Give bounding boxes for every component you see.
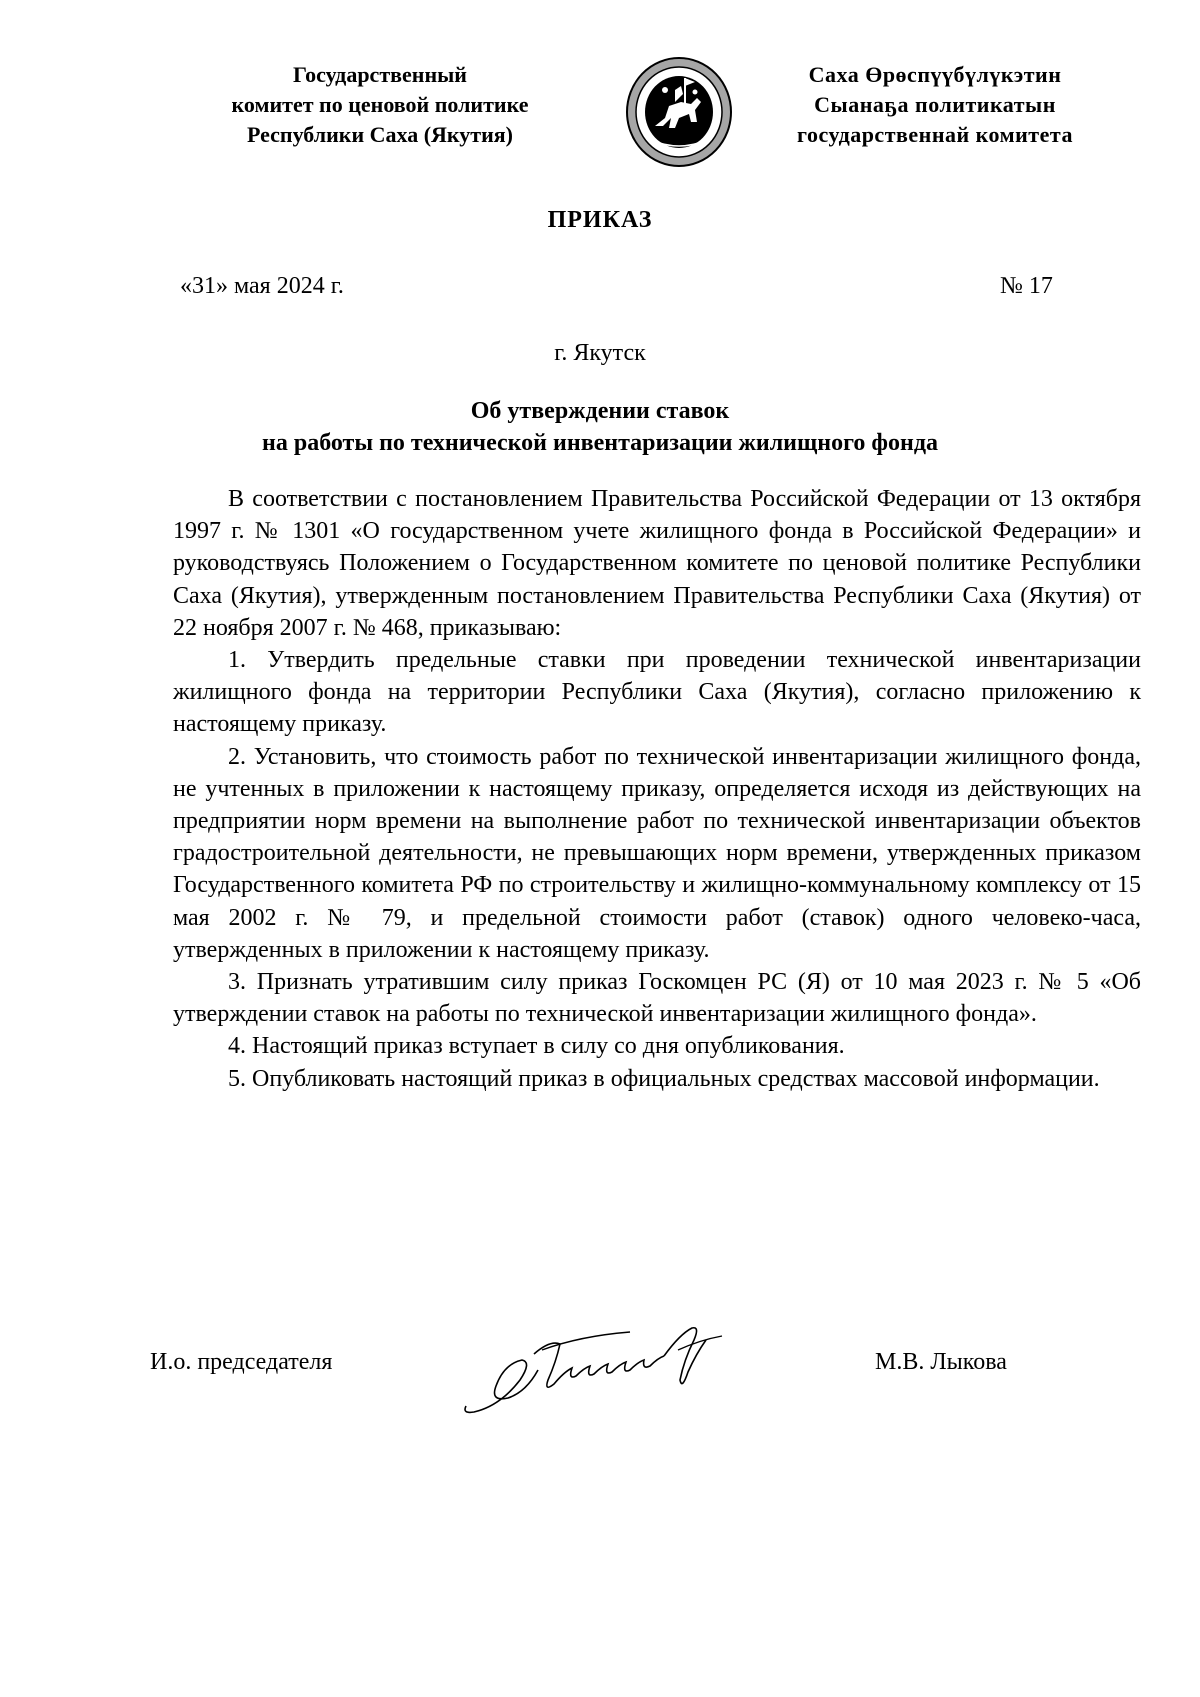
issuer-name-yakut bbox=[770, 60, 1100, 150]
handwritten-signature bbox=[460, 1310, 750, 1420]
order-item-4: 4. Настоящий приказ вступает в силу со дня опубликования. bbox=[228, 1033, 845, 1060]
issuer-line: комитет по ценовой политике bbox=[231, 92, 529, 117]
issuer-line: Сыанаҕа политикатын bbox=[814, 92, 1056, 117]
preamble-paragraph: В соответствии с постановлением Правительства Российской Федерации от 13 октября 1997 г. № 1301 «О государственном учете жилищного фонда в Российской Федерации» и руководствуясь Положением о Государственном комитете по ценовой политике Республики Саха (Якутия), утвержденным постановлением Правительства Республики Саха (Якутия) от 22 ноября 2007 г. № 468, приказываю: bbox=[173, 486, 1141, 641]
document-body bbox=[173, 483, 1141, 1095]
title-line: на работы по технической инвентаризации жилищного фонда bbox=[262, 430, 938, 456]
issuer-name-russian bbox=[190, 60, 570, 150]
title-line: Об утверждении ставок bbox=[470, 398, 730, 424]
document-number: № 17 bbox=[1000, 273, 1053, 299]
document-city: г. Якутск bbox=[554, 340, 646, 366]
issuer-line: государственнай комитета bbox=[797, 122, 1073, 147]
order-item-3: 3. Признать утратившим силу приказ Госкомцен РС (Я) от 10 мая 2023 г. № 5 «Об утверждении ставок на работы по технической инвентаризации жилищного фонда». bbox=[173, 969, 1141, 1028]
issuer-line: Республики Саха (Якутия) bbox=[246, 122, 514, 147]
document-type: ПРИКАЗ bbox=[547, 207, 653, 233]
signatory-name: М.В. Лыкова bbox=[875, 1349, 1007, 1375]
signatory-position: И.о. председателя bbox=[150, 1349, 333, 1375]
issuer-line: Государственный bbox=[293, 62, 467, 87]
yakutia-coat-of-arms-icon bbox=[625, 56, 733, 168]
order-item-1: 1. Утвердить предельные ставки при проведении технической инвентаризации жилищного фонда на территории Республики Саха (Якутия), согласно приложению к настоящему приказу. bbox=[173, 647, 1141, 738]
document-date: «31» мая 2024 г. bbox=[180, 273, 344, 299]
document-title bbox=[0, 395, 1200, 459]
order-item-2: 2. Установить, что стоимость работ по технической инвентаризации жилищного фонда, не учтенных в приложении к настоящему приказу, определяется исходя из действующих на предприятии норм времени на выполнение работ по технической инвентаризации объектов градостроительной деятельности, не превышающих норм времени, утвержденных приказом Государственного комитета РФ по строительству и жилищно-коммунальному комплексу от 15 мая 2002 г. № 79, и предельной стоимости работ (ставок) одного человеко-часа, утвержденных в приложении к настоящему приказу. bbox=[173, 743, 1141, 963]
issuer-line: Саха Өрөспүүбүлүкэтин bbox=[808, 62, 1062, 87]
order-item-5: 5. Опубликовать настоящий приказ в официальных средствах массовой информации. bbox=[228, 1065, 1100, 1092]
